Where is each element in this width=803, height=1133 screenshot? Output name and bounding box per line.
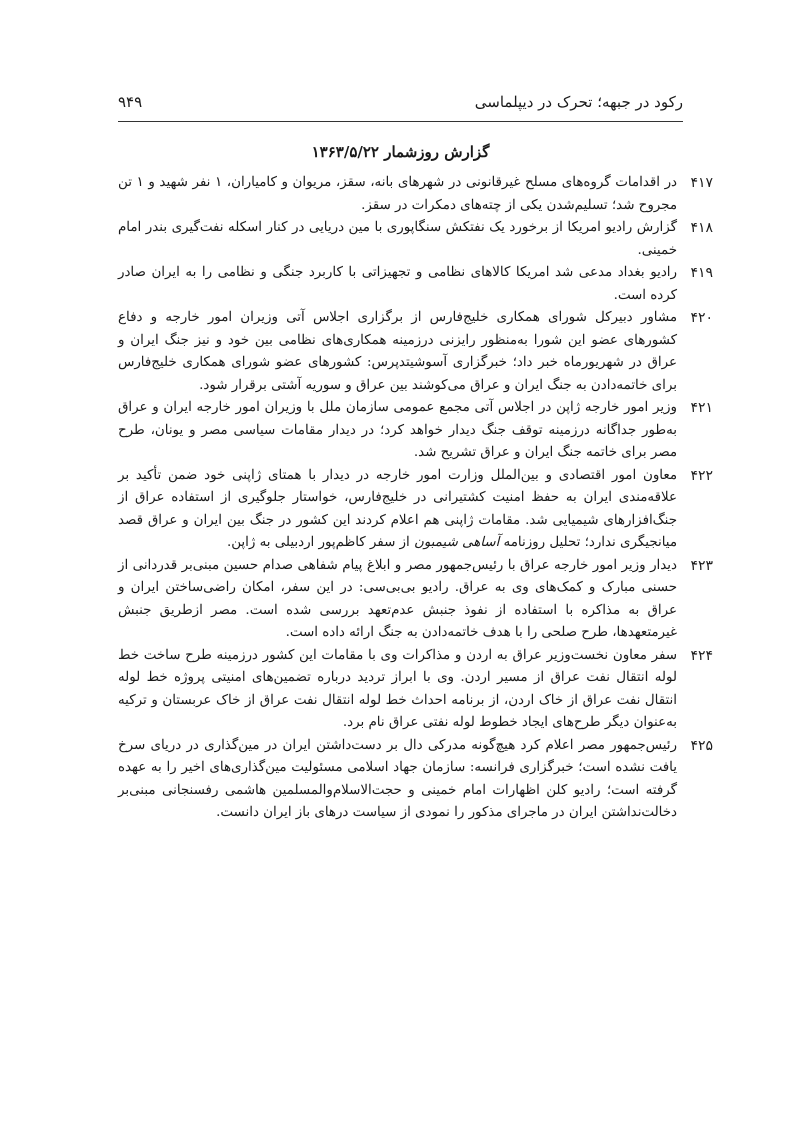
entry-number: ۴۱۷ [690,175,713,191]
entry-text [118,465,677,555]
running-title: رکود در جبهه؛ تحرک در دیپلماسی [474,93,683,111]
entry-number: ۴۲۴ [690,647,713,664]
entry-number: ۴۲۳ [690,557,713,574]
entry-419 [118,262,713,307]
entry-number: ۴۱۸ [690,220,713,236]
entry-420 [118,307,713,397]
entry-text: سفر معاون نخست‌وزیر عراق به اردن و مذاکرات وی با مقامات این کشور درزمینه طرح ساخت خط لوله انتقال نفت عراق از مسیر اردن. وی با ابراز تردید درباره تضمین‌های امنیتی پروژه خط لوله انتقال نفت عراق از خاک اردن، از برنامه احداث خط لوله انتقال نفت عراق از خاک عربستان و ترکیه به‌عنوان دیگر طرح‌های ایجاد خطوط لوله نفتی عراق نام برد. [118,647,677,730]
newspaper-name: آساهی شیمبون [414,535,500,550]
entry-number: ۴۲۲ [690,467,713,484]
report-title: گزارش روزشمار ۱۳۶۳/۵/۲۲ [311,143,490,161]
entry-text-part: معاون امور اقتصادی و بین‌الملل وزارت امور خارجه در دیدار با همتای ژاپنی خود ضمن تأکید بر علاقه‌مندی ایران به حفظ امنیت کشتیرانی در خلیج‌فارس، خواستار جلوگیری از استفاده عراق از جنگ‌افزارهای شیمیایی شد. مقامات ژاپنی هم اعلام کردند این کشور در جنگ بین ایران و عراق قصد میانجیگری ندارد؛ تحلیل روزنامه [118,467,677,550]
entry-text-part: از سفر کاظم‌پور اردبیلی به ژاپن. [226,535,414,550]
entry-418 [118,217,713,262]
entry-417 [118,172,713,217]
entry-text: در اقدامات گروه‌های مسلح غیرقانونی در شهرهای بانه، سقز، مریوان و کامیاران، ۱ نفر شهید و ۱ تن مجروح شد؛ تسلیم‌شدن یکی از چته‌های دمکرات در سقز. [118,175,678,213]
entry-number: ۴۲۱ [690,400,713,416]
entry-text: رئیس‌جمهور مصر اعلام کرد هیچ‌گونه مدرکی دال بر دست‌داشتن ایران در مین‌گذاری در دریای سرخ یافت نشده است؛ خبرگزاری فرانسه: سازمان جهاد اسلامی مسئولیت مین‌گذاری‌های اخیر را به عهده گرفته است؛ رادیو کلن اظهارات امام خمینی و حجت‌الاسلام‌والمسلمین هاشمی رفسنجانی مبنی‌بر دخالت‌نداشتن ایران در ماجرای مذکور را نمودی از سیاست درهای باز ایران دانست. [118,737,677,820]
entry-number: ۴۲۰ [690,310,713,326]
entry-text: وزیر امور خارجه ژاپن در اجلاس آتی مجمع عمومی سازمان ملل با وزیران امور خارجه ایران و عراق به‌طور جداگانه درزمینه توقف جنگ دیدار خواهد کرد؛ در دیدار مقامات سیاسی مصر و یونان، طرح مصر برای خاتمه جنگ ایران و عراق تشریح شد. [118,400,677,460]
entry-text: گزارش رادیو امریکا از برخورد یک نفتکش سنگاپوری با مین دریایی در کنار اسکله نفت‌گیری بندر امام خمینی. [118,220,677,258]
entry-number: ۴۱۹ [690,265,713,281]
entry-424 [118,645,713,735]
entry-text: مشاور دبیرکل شورای همکاری خلیج‌فارس از برگزاری اجلاس آتی وزیران امور خارجه و دفاع کشورهای عضو این شورا به‌منظور رایزنی درزمینه همکاری‌های نظامی بین خود و نیز جنگ ایران و عراق در شهریورماه خبر داد؛ خبرگزاری آسوشیتدپرس: کشورهای عضو شورای همکاری خلیج‌فارس برای خاتمه‌دادن به جنگ ایران و عراق می‌کوشند بین عراق و سوریه آشتی برقرار شود. [118,310,677,393]
entry-421 [118,397,713,465]
entry-425 [118,735,713,825]
header-divider [118,121,683,122]
entry-423 [118,555,713,645]
page-number: ۹۴۹ [118,93,143,111]
entry-422 [118,465,713,555]
entry-text: دیدار وزیر امور خارجه عراق با رئیس‌جمهور مصر و ابلاغ پیام شفاهی صدام حسین مبنی‌بر قدردانی از حسنی مبارک و کمک‌های وی به عراق. رادیو بی‌بی‌سی: در این سفر، امکان راضی‌ساختن ایران و عراق به مذاکره با استفاده از نفوذ جنبش عدم‌تعهد بررسی شده است. مصر ازطریق جنبش غیرمتعهدها، طرح صلحی را با هدف خاتمه‌دادن به جنگ ارائه داده است. [118,557,677,640]
entry-number: ۴۲۵ [690,737,713,754]
entry-list [118,172,713,825]
entry-text: رادیو بغداد مدعی شد امریکا کالاهای نظامی و تجهیزاتی با کاربرد جنگی و نظامی را به ایران صادر کرده است. [118,265,677,303]
running-header [118,88,683,116]
